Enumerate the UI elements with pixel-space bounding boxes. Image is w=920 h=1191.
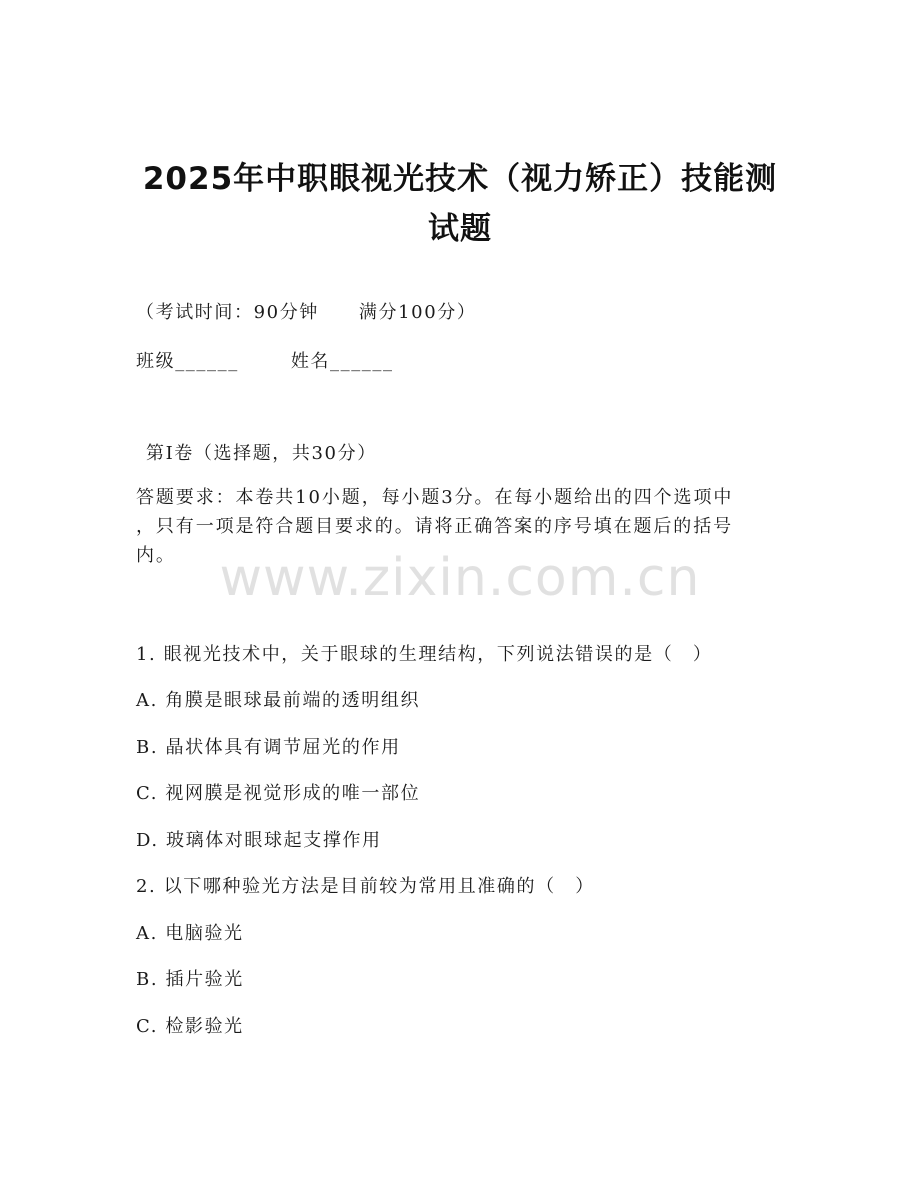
question-2-option-c: C. 检影验光 bbox=[136, 1016, 244, 1037]
document-title bbox=[100, 154, 820, 254]
instructions-line-2: ，只有一项是符合题目要求的。请将正确答案的序号填在题后的括号 bbox=[136, 516, 733, 537]
question-1-option-a: A. 角膜是眼球最前端的透明组织 bbox=[136, 690, 421, 711]
question-1-option-b: B. 晶状体具有调节屈光的作用 bbox=[136, 737, 401, 758]
question-2-option-b: B. 插片验光 bbox=[136, 969, 244, 990]
question-1-option-c: C. 视网膜是视觉形成的唯一部位 bbox=[136, 783, 421, 804]
question-1-stem: 1. 眼视光技术中，关于眼球的生理结构，下列说法错误的是（ ） bbox=[136, 644, 713, 665]
instructions bbox=[136, 483, 786, 570]
student-fields bbox=[136, 346, 394, 378]
exam-score: 满分100分） bbox=[358, 302, 477, 323]
question-1-option-d: D. 玻璃体对眼球起支撑作用 bbox=[136, 830, 382, 851]
instructions-line-3: 内。 bbox=[136, 545, 176, 566]
section-title: 第I卷（选择题，共30分） bbox=[146, 443, 377, 464]
question-2-option-a: A. 电脑验光 bbox=[136, 923, 244, 944]
watermark: www.zixin.com.cn bbox=[219, 548, 701, 608]
question-2-stem: 2. 以下哪种验光方法是目前较为常用且准确的（ ） bbox=[136, 876, 595, 897]
name-field: 姓名______ bbox=[290, 351, 394, 372]
title-line-1: 2025年中职眼视光技术（视力矫正）技能测 bbox=[142, 161, 778, 197]
exam-info bbox=[136, 297, 476, 329]
exam-time: （考试时间：90分钟 bbox=[136, 302, 319, 323]
title-line-2: 试题 bbox=[428, 211, 492, 247]
class-field: 班级______ bbox=[136, 351, 239, 372]
instructions-line-1: 答题要求：本卷共10小题，每小题3分。在每小题给出的四个选项中 bbox=[136, 487, 734, 508]
